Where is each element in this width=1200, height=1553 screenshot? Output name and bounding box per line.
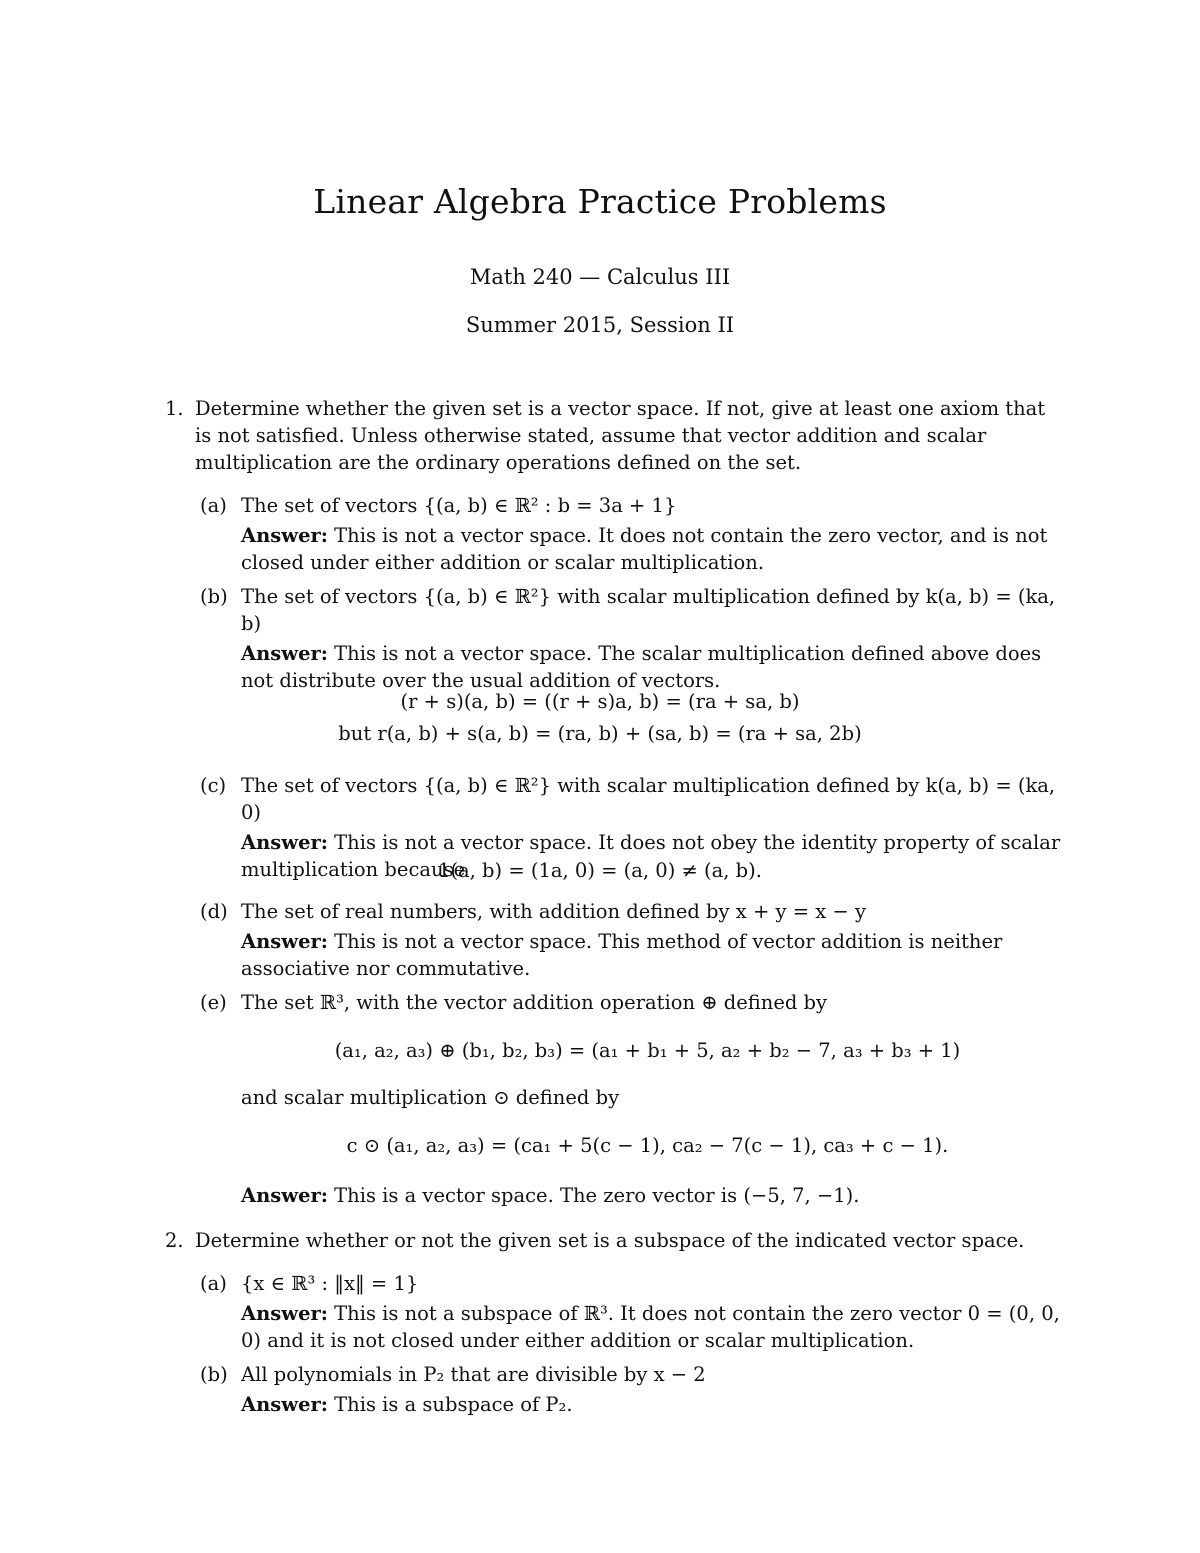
part-statement: The set of real numbers, with addition defined by x + y = x − y	[241, 900, 866, 923]
equation-1b-1: (r + s)(a, b) = ((r + s)a, b) = (ra + sa, b)	[400, 690, 800, 713]
part-label: (a)	[200, 494, 227, 517]
term: Summer 2015, Session II	[465, 313, 735, 337]
part-statement: The set of vectors {(a, b) ∈ ℝ²} with scalar multiplication defined by k(a, b) = (ka, b)	[241, 585, 1056, 635]
answer-label: Answer:	[241, 930, 328, 953]
question-text: Determine whether the given set is a vector space. If not, give at least one axiom that is not satisfied. Unless otherwise stated, assume that vector addition and scalar multiplication are the ordinary operations defined on the set.	[195, 397, 1046, 474]
answer-label: Answer:	[241, 831, 328, 854]
answer-label: Answer:	[241, 524, 328, 547]
equation-1e-2: c ⊙ (a₁, a₂, a₃) = (ca₁ + 5(c − 1), ca₂ − 7(c − 1), ca₃ + c − 1).	[346, 1134, 949, 1157]
question-number: 2.	[165, 1229, 184, 1252]
part-1e-answer	[241, 1182, 1061, 1209]
part-statement: The set of vectors {(a, b) ∈ ℝ² : b = 3a + 1}	[241, 494, 677, 517]
answer-label: Answer:	[241, 1302, 328, 1325]
part-statement: The set ℝ³, with the vector addition operation ⊕ defined by	[241, 991, 828, 1014]
part-label: (c)	[200, 774, 227, 797]
question-number: 1.	[165, 397, 184, 420]
part-label: (a)	[200, 1272, 227, 1295]
part-statement: The set of vectors {(a, b) ∈ ℝ²} with scalar multiplication defined by k(a, b) = (ka, 0)	[241, 774, 1056, 824]
part-1e-mid: and scalar multiplication ⊙ defined by	[241, 1086, 620, 1109]
equation-1c: 1(a, b) = (1a, 0) = (a, 0) ≠ (a, b).	[438, 859, 762, 882]
answer-text: This is not a vector space. It does not contain the zero vector, and is not closed under either addition or scalar multiplication.	[241, 524, 1048, 574]
answer-label: Answer:	[241, 642, 328, 665]
equation-1b-2: but r(a, b) + s(a, b) = (ra, b) + (sa, b) = (ra + sa, 2b)	[338, 722, 862, 745]
answer-text: This is a vector space. The zero vector is (−5, 7, −1).	[334, 1184, 860, 1207]
answer-text: This is not a subspace of ℝ³. It does not contain the zero vector 0 = (0, 0, 0) and it is not closed under either addition or scalar multiplication.	[241, 1302, 1060, 1352]
part-label: (b)	[200, 585, 228, 608]
answer-text: This is a subspace of P₂.	[334, 1393, 573, 1416]
page-title: Linear Algebra Practice Problems	[313, 182, 887, 221]
course-name: Math 240 — Calculus III	[469, 265, 731, 289]
part-label: (d)	[200, 900, 228, 923]
part-statement: All polynomials in P₂ that are divisible by x − 2	[241, 1363, 706, 1386]
answer-label: Answer:	[241, 1184, 328, 1207]
answer-text: This is not a vector space. The scalar multiplication defined above does not distribute over the usual addition of vectors.	[241, 642, 1042, 692]
answer-text: This is not a vector space. This method of vector addition is neither associative nor commutative.	[241, 930, 1003, 980]
part-label: (b)	[200, 1363, 228, 1386]
equation-1e-1: (a₁, a₂, a₃) ⊕ (b₁, b₂, b₃) = (a₁ + b₁ + 5, a₂ + b₂ − 7, a₃ + b₃ + 1)	[334, 1039, 961, 1062]
question-text: Determine whether or not the given set is a subspace of the indicated vector space.	[195, 1229, 1025, 1252]
part-statement: {x ∈ ℝ³ : ‖x‖ = 1}	[241, 1272, 419, 1295]
answer-text: This is not a vector space. It does not obey the identity property of scalar multiplication because	[241, 831, 1061, 881]
answer-label: Answer:	[241, 1393, 328, 1416]
part-label: (e)	[200, 991, 227, 1014]
